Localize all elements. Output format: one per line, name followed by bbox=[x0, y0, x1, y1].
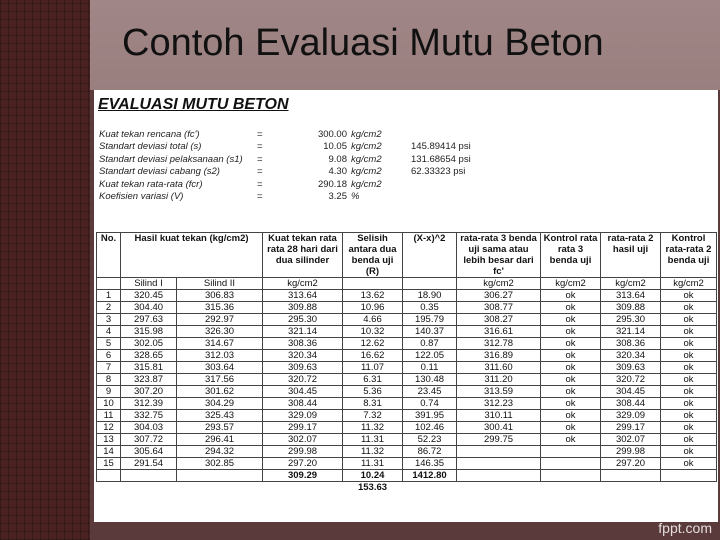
table-cell bbox=[457, 458, 541, 470]
table-cell: 316.89 bbox=[457, 350, 541, 362]
table-cell: 1 bbox=[97, 290, 121, 302]
table-cell: 6.31 bbox=[343, 374, 403, 386]
table-cell: 309.88 bbox=[601, 302, 661, 314]
param-value: 3.25 bbox=[328, 191, 347, 203]
table-cell: ok bbox=[661, 302, 717, 314]
table-cell: ok bbox=[541, 314, 601, 326]
table-cell: 16.62 bbox=[343, 350, 403, 362]
table-cell: 315.98 bbox=[121, 326, 177, 338]
table-cell bbox=[121, 482, 177, 494]
table-cell: 300.41 bbox=[457, 422, 541, 434]
table-cell: 315.36 bbox=[177, 302, 263, 314]
table-cell: 299.98 bbox=[263, 446, 343, 458]
table-cell: ok bbox=[661, 446, 717, 458]
table-cell: 6 bbox=[97, 350, 121, 362]
left-decor-strip bbox=[0, 0, 90, 540]
table-cell: 315.81 bbox=[121, 362, 177, 374]
table-cell: 11.32 bbox=[343, 446, 403, 458]
table-cell bbox=[601, 470, 661, 482]
table-cell: 11.31 bbox=[343, 458, 403, 470]
table-cell: 291.54 bbox=[121, 458, 177, 470]
table-cell bbox=[97, 482, 121, 494]
table-header-row bbox=[97, 233, 717, 278]
table-cell bbox=[661, 482, 717, 494]
table-cell: ok bbox=[541, 398, 601, 410]
table-cell: 4.66 bbox=[343, 314, 403, 326]
table-cell: 299.75 bbox=[457, 434, 541, 446]
table-cell: 7 bbox=[97, 362, 121, 374]
param-eq: = bbox=[257, 178, 263, 190]
table-cell: 13 bbox=[97, 434, 121, 446]
table-cell: 293.57 bbox=[177, 422, 263, 434]
table-cell bbox=[263, 482, 343, 494]
table-cell: ok bbox=[661, 386, 717, 398]
table-cell bbox=[403, 482, 457, 494]
table-cell: 321.14 bbox=[601, 326, 661, 338]
table-cell: 308.77 bbox=[457, 302, 541, 314]
table-cell: 304.45 bbox=[601, 386, 661, 398]
table-cell: 140.37 bbox=[403, 326, 457, 338]
param-eq: = bbox=[257, 191, 263, 203]
table-cell: kg/cm2 bbox=[541, 278, 601, 290]
table-cell: 305.64 bbox=[121, 446, 177, 458]
table-row bbox=[97, 398, 717, 410]
param-value: 290.18 bbox=[317, 178, 347, 190]
param-value: 4.30 bbox=[328, 166, 347, 178]
table-row bbox=[97, 410, 717, 422]
table-cell: 313.64 bbox=[601, 290, 661, 302]
param-extra: 131.68654 psi bbox=[411, 153, 471, 165]
spreadsheet-image bbox=[94, 90, 718, 522]
table-row bbox=[97, 290, 717, 302]
table-cell: 295.30 bbox=[263, 314, 343, 326]
param-unit: kg/cm2 bbox=[351, 153, 382, 165]
param-row bbox=[99, 178, 491, 191]
table-cell bbox=[97, 278, 121, 290]
table-cell: 310.11 bbox=[457, 410, 541, 422]
table-cell: kg/cm2 bbox=[601, 278, 661, 290]
table-cell: 14 bbox=[97, 446, 121, 458]
table-cell: 320.72 bbox=[263, 374, 343, 386]
table-cell: 308.44 bbox=[263, 398, 343, 410]
table-cell: ok bbox=[661, 458, 717, 470]
table-cell: 329.09 bbox=[601, 410, 661, 422]
table-row bbox=[97, 350, 717, 362]
table-cell bbox=[97, 470, 121, 482]
table-cell: 299.17 bbox=[601, 422, 661, 434]
table-cell: 323.87 bbox=[121, 374, 177, 386]
param-value: 300.00 bbox=[317, 128, 347, 140]
table-cell: 195.79 bbox=[403, 314, 457, 326]
param-eq: = bbox=[257, 128, 263, 140]
table-cell: 15 bbox=[97, 458, 121, 470]
table-cell: 304.40 bbox=[121, 302, 177, 314]
table-cell: 311.20 bbox=[457, 374, 541, 386]
table-cell: 5.36 bbox=[343, 386, 403, 398]
table-row bbox=[97, 302, 717, 314]
table-cell bbox=[457, 482, 541, 494]
table-cell: 297.20 bbox=[601, 458, 661, 470]
table-cell: 313.59 bbox=[457, 386, 541, 398]
table-cell: 11.32 bbox=[343, 422, 403, 434]
table-cell: ok bbox=[661, 350, 717, 362]
table-cell: ok bbox=[541, 410, 601, 422]
table-cell: ok bbox=[541, 350, 601, 362]
table-cell: 302.85 bbox=[177, 458, 263, 470]
table-cell: 306.27 bbox=[457, 290, 541, 302]
header-rata-28-hari: Kuat tekan rata rata 28 hari dari dua silinder bbox=[263, 233, 343, 278]
brand-watermark: fppt.com bbox=[658, 520, 712, 536]
table-cell: 295.30 bbox=[601, 314, 661, 326]
table-cell bbox=[121, 470, 177, 482]
table-cell: 13.62 bbox=[343, 290, 403, 302]
table-cell: ok bbox=[541, 290, 601, 302]
table-cell: 297.20 bbox=[263, 458, 343, 470]
table-cell: 309.29 bbox=[263, 470, 343, 482]
table-row bbox=[97, 374, 717, 386]
table-cell: ok bbox=[661, 314, 717, 326]
table-row bbox=[97, 338, 717, 350]
table-row bbox=[97, 326, 717, 338]
table-cell: kg/cm2 bbox=[263, 278, 343, 290]
table-cell bbox=[541, 482, 601, 494]
table-cell bbox=[457, 446, 541, 458]
sheet-heading: EVALUASI MUTU BETON bbox=[98, 96, 289, 113]
table-cell: 299.17 bbox=[263, 422, 343, 434]
table-cell: 321.14 bbox=[263, 326, 343, 338]
table-cell: ok bbox=[661, 410, 717, 422]
parameters-block bbox=[99, 128, 491, 203]
param-label: Kuat tekan rata-rata (fcr) bbox=[99, 178, 203, 190]
table-cell bbox=[601, 482, 661, 494]
table-cell: ok bbox=[661, 338, 717, 350]
table-cell: 301.62 bbox=[177, 386, 263, 398]
table-cell: 4 bbox=[97, 326, 121, 338]
param-unit: kg/cm2 bbox=[351, 178, 382, 190]
table-cell: 304.29 bbox=[177, 398, 263, 410]
table-cell: 320.72 bbox=[601, 374, 661, 386]
table-cell bbox=[541, 458, 601, 470]
table-cell: 11 bbox=[97, 410, 121, 422]
table-cell: kg/cm2 bbox=[661, 278, 717, 290]
header-x-squared: (X-x)^2 bbox=[403, 233, 457, 278]
table-cell: 3 bbox=[97, 314, 121, 326]
table-cell: 122.05 bbox=[403, 350, 457, 362]
table-cell: 7.32 bbox=[343, 410, 403, 422]
table-cell: 309.63 bbox=[263, 362, 343, 374]
table-cell: 9 bbox=[97, 386, 121, 398]
table-cell: 308.36 bbox=[601, 338, 661, 350]
table-cell: 10.32 bbox=[343, 326, 403, 338]
param-row bbox=[99, 153, 491, 166]
table-cell: 11.07 bbox=[343, 362, 403, 374]
table-cell: 320.34 bbox=[601, 350, 661, 362]
table-subheader-row bbox=[97, 278, 717, 290]
header-kontrol-3: Kontrol rata rata 3 benda uji bbox=[541, 233, 601, 278]
table-cell: ok bbox=[541, 302, 601, 314]
table-cell: ok bbox=[661, 422, 717, 434]
table-cell: 52.23 bbox=[403, 434, 457, 446]
table-cell bbox=[403, 278, 457, 290]
table-cell bbox=[343, 278, 403, 290]
param-label: Standart deviasi pelaksanaan (s1) bbox=[99, 153, 243, 165]
header-kuat-tekan: Hasil kuat tekan (kg/cm2) bbox=[121, 233, 263, 278]
param-unit: kg/cm2 bbox=[351, 166, 382, 178]
table-cell: 0.35 bbox=[403, 302, 457, 314]
table-cell: 304.03 bbox=[121, 422, 177, 434]
table-cell: 153.63 bbox=[357, 482, 388, 493]
table-cell: 312.23 bbox=[457, 398, 541, 410]
table-cell: 10 bbox=[97, 398, 121, 410]
table-cell: 309.88 bbox=[263, 302, 343, 314]
param-eq: = bbox=[257, 141, 263, 153]
table-cell: ok bbox=[661, 374, 717, 386]
table-cell: 391.95 bbox=[403, 410, 457, 422]
table-cell: 1412.80 bbox=[403, 470, 457, 482]
table-cell: kg/cm2 bbox=[457, 278, 541, 290]
table-cell: 292.97 bbox=[177, 314, 263, 326]
table-cell: 294.32 bbox=[177, 446, 263, 458]
table-cell: 312.03 bbox=[177, 350, 263, 362]
table-row bbox=[97, 446, 717, 458]
table-cell: 0.87 bbox=[403, 338, 457, 350]
table-cell: ok bbox=[661, 362, 717, 374]
table-cell: 302.07 bbox=[263, 434, 343, 446]
table-cell: 10.96 bbox=[343, 302, 403, 314]
table-cell: 308.36 bbox=[263, 338, 343, 350]
table-cell: 307.20 bbox=[121, 386, 177, 398]
table-cell: Silind I bbox=[121, 278, 177, 290]
table-cell: 302.07 bbox=[601, 434, 661, 446]
param-eq: = bbox=[257, 153, 263, 165]
table-cell: 309.63 bbox=[601, 362, 661, 374]
table-extra-row bbox=[97, 482, 717, 494]
header-no: No. bbox=[97, 233, 121, 278]
table-cell: 316.61 bbox=[457, 326, 541, 338]
table-cell: 10.24 bbox=[343, 470, 403, 482]
table-cell bbox=[457, 470, 541, 482]
table-cell: 332.75 bbox=[121, 410, 177, 422]
table-cell: 326.30 bbox=[177, 326, 263, 338]
header-rata-2: rata-rata 2 hasil uji bbox=[601, 233, 661, 278]
table-cell: 328.65 bbox=[121, 350, 177, 362]
table-row bbox=[97, 386, 717, 398]
table-cell bbox=[177, 482, 263, 494]
table-cell: 8.31 bbox=[343, 398, 403, 410]
param-label: Koefisien variasi (V) bbox=[99, 191, 184, 203]
table-cell: ok bbox=[541, 362, 601, 374]
table-cell: 312.39 bbox=[121, 398, 177, 410]
table-cell: 0.11 bbox=[403, 362, 457, 374]
table-cell: ok bbox=[661, 326, 717, 338]
table-row bbox=[97, 422, 717, 434]
evaluation-table bbox=[96, 232, 717, 493]
param-row bbox=[99, 141, 491, 154]
table-cell: 12.62 bbox=[343, 338, 403, 350]
table-cell: 12 bbox=[97, 422, 121, 434]
table-cell: 314.67 bbox=[177, 338, 263, 350]
param-extra: 145.89414 psi bbox=[411, 141, 471, 153]
table-cell: 299.98 bbox=[601, 446, 661, 458]
table-cell: 313.64 bbox=[263, 290, 343, 302]
slide-title: Contoh Evaluasi Mutu Beton bbox=[122, 22, 604, 64]
table-cell: ok bbox=[541, 434, 601, 446]
param-value: 10.05 bbox=[323, 141, 347, 153]
table-cell bbox=[661, 470, 717, 482]
table-cell: 23.45 bbox=[403, 386, 457, 398]
table-cell: 320.45 bbox=[121, 290, 177, 302]
table-row bbox=[97, 458, 717, 470]
table-cell: 311.60 bbox=[457, 362, 541, 374]
table-cell: 307.72 bbox=[121, 434, 177, 446]
param-label: Kuat tekan rencana (fc') bbox=[99, 128, 200, 140]
table-cell: 329.09 bbox=[263, 410, 343, 422]
table-row bbox=[97, 362, 717, 374]
table-cell bbox=[177, 470, 263, 482]
table-cell: ok bbox=[661, 398, 717, 410]
param-row bbox=[99, 166, 491, 179]
table-cell: 308.44 bbox=[601, 398, 661, 410]
table-cell: 0.74 bbox=[403, 398, 457, 410]
table-cell: 86.72 bbox=[403, 446, 457, 458]
table-cell: ok bbox=[661, 434, 717, 446]
param-value: 9.08 bbox=[328, 153, 347, 165]
table-cell bbox=[541, 470, 601, 482]
table-cell: 308.27 bbox=[457, 314, 541, 326]
header-kontrol-2: Kontrol rata-rata 2 benda uji bbox=[661, 233, 717, 278]
param-row bbox=[99, 128, 491, 141]
table-cell: 11.31 bbox=[343, 434, 403, 446]
param-eq: = bbox=[257, 166, 263, 178]
table-cell: ok bbox=[541, 386, 601, 398]
param-unit: % bbox=[351, 191, 360, 203]
table-cell: 303.64 bbox=[177, 362, 263, 374]
table-cell: 296.41 bbox=[177, 434, 263, 446]
table-cell: ok bbox=[541, 326, 601, 338]
table-row bbox=[97, 314, 717, 326]
header-rata-3: rata-rata 3 benda uji sama atau lebih besar dari fc' bbox=[457, 233, 541, 278]
table-cell: ok bbox=[661, 290, 717, 302]
table-cell: 8 bbox=[97, 374, 121, 386]
table-cell: Silind II bbox=[177, 278, 263, 290]
table-cell: 146.35 bbox=[403, 458, 457, 470]
table-cell: 2 bbox=[97, 302, 121, 314]
table-cell: 297.63 bbox=[121, 314, 177, 326]
table-cell: ok bbox=[541, 422, 601, 434]
table-cell: 302.05 bbox=[121, 338, 177, 350]
header-selisih: Selisih antara dua benda uji (R) bbox=[343, 233, 403, 278]
table-cell: 312.78 bbox=[457, 338, 541, 350]
table-cell: 317.56 bbox=[177, 374, 263, 386]
table-cell: 102.46 bbox=[403, 422, 457, 434]
param-row bbox=[99, 191, 491, 204]
table-cell bbox=[541, 446, 601, 458]
param-unit: kg/cm2 bbox=[351, 141, 382, 153]
table-total-row bbox=[97, 470, 717, 482]
param-unit: kg/cm2 bbox=[351, 128, 382, 140]
table-cell: ok bbox=[541, 338, 601, 350]
param-label: Standart deviasi total (s) bbox=[99, 141, 202, 153]
table-cell: 18.90 bbox=[403, 290, 457, 302]
param-label: Standart deviasi cabang (s2) bbox=[99, 166, 220, 178]
param-extra: 62.33323 psi bbox=[411, 166, 466, 178]
table-cell: 130.48 bbox=[403, 374, 457, 386]
table-cell: 320.34 bbox=[263, 350, 343, 362]
table-cell: ok bbox=[541, 374, 601, 386]
table-cell: 5 bbox=[97, 338, 121, 350]
table-row bbox=[97, 434, 717, 446]
table-cell: 325.43 bbox=[177, 410, 263, 422]
table-cell: 304.45 bbox=[263, 386, 343, 398]
table-cell: 306.83 bbox=[177, 290, 263, 302]
